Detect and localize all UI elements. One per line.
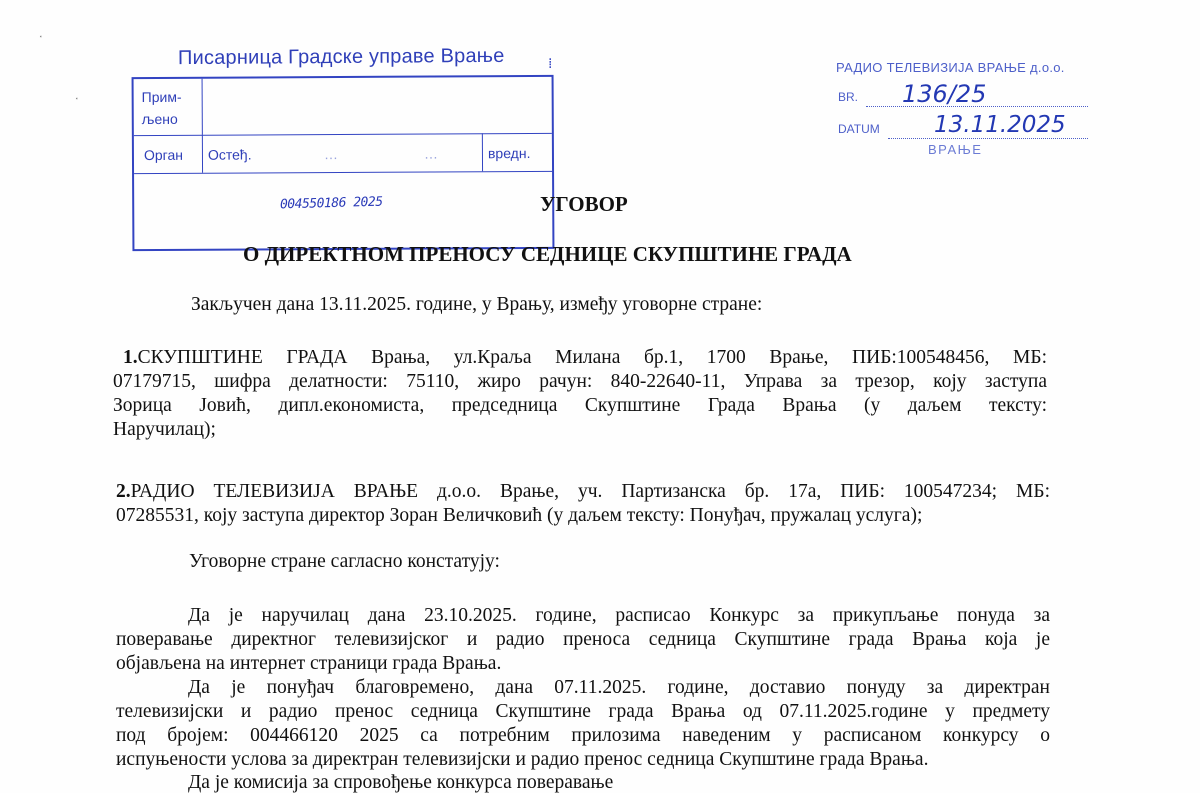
statement-line: Уговорне стране сагласно констатују: — [189, 551, 500, 572]
stamp-col-divider — [202, 135, 203, 173]
registry-stamp-title: Писарница Градске управе Врање — [177, 44, 505, 70]
stamp-received-label: Прим- — [141, 88, 182, 106]
party-2-paragraph — [116, 480, 1050, 528]
party-1-number: 1. — [123, 347, 138, 368]
party-2-text: РАДИО ТЕЛЕВИЗИЈА ВРАЊЕ д.о.о. Врање, уч. Партизанска бр. 17а, ПИБ: 100547234; МБ: — [130, 481, 1050, 502]
rtv-datum-value: 13.11.2025 — [934, 112, 1066, 138]
clause-1-paragraph — [116, 604, 1050, 676]
stamp-col-divider — [482, 133, 483, 171]
stamp-received-label: љено — [141, 110, 178, 128]
scan-speck: ⸼ — [76, 89, 79, 100]
scan-speck: ⸼ — [40, 27, 43, 38]
party-1-line: 07179715, шифра делатности: 75110, жиро рачун: 840-22640-11, Управа за трезор, коју заступа — [113, 371, 1047, 392]
clause-2-line: под бројем: 004466120 2025 са потребним прилозима наведеним у расписаном конкурсу о — [116, 725, 1050, 746]
registry-number: 004550186 2025 — [279, 194, 383, 213]
rtv-br-label: BR. — [838, 90, 859, 104]
scan-speck: ⁞ — [548, 56, 553, 72]
party-1-paragraph — [113, 346, 1047, 442]
document-subtitle: О ДИРЕКТНОМ ПРЕНОСУ СЕДНИЦЕ СКУПШТИНЕ ГРАДА — [243, 242, 852, 266]
clause-3-partial-line: Да је комисија за спровођење конкурса поверавање — [188, 772, 614, 793]
rtv-datum-label: DATUM — [838, 122, 880, 136]
registry-stamp-box — [132, 75, 555, 251]
party-2-number: 2. — [116, 481, 131, 502]
party-1-line — [113, 346, 1047, 370]
clause-2-paragraph — [116, 676, 1050, 772]
stamp-row-divider — [134, 133, 552, 136]
rtv-datum-line — [888, 138, 1088, 139]
party-1-line: Зорица Јовић, дипл.економиста, председница Скупштине Града Врања (у даљем тексту: — [113, 395, 1047, 416]
document-title: УГОВОР — [540, 192, 628, 216]
rtv-city: ВРАЊЕ — [928, 142, 983, 157]
party-1-text: СКУПШТИНЕ ГРАДА Врања, ул.Краља Милана бр.1, 1700 Врање, ПИБ:100548456, МБ: — [137, 347, 1047, 368]
clause-1-line: Да је наручилац дана 23.10.2025. године, расписао Конкурс за прикупљање понуда за — [188, 605, 1050, 626]
party-2-line: 07285531, коју заступа директор Зоран Величковић (у даљем тексту: Понуђач, пружалац услуга); — [116, 505, 923, 526]
intro-line: Закључен дана 13.11.2025. године, у Врању, између уговорне стране: — [191, 294, 763, 315]
clause-2-line: испуњености услова за директран телевизијски и радио пренос седница Скупштине града Врања. — [116, 749, 929, 770]
rtv-br-value: 136/25 — [902, 80, 987, 108]
clause-2-line: телевизијски и радио пренос седница Скупштине града Врања од 07.11.2025.године у предмету — [116, 701, 1050, 722]
clause-2-line: Да је понуђач благовремено, дана 07.11.2025. године, доставио понуду за директран — [188, 677, 1050, 698]
stamp-col-4: … — [423, 145, 438, 162]
stamp-col-2: Oстеђ. — [207, 146, 252, 163]
clause-1-line: поверавање директног телевизијског и радио преноса седница Скупштине града Врања која је — [116, 629, 1050, 650]
party-2-line — [116, 480, 1050, 504]
stamp-col-3: … — [323, 146, 338, 163]
party-1-line: Наручилац); — [113, 419, 216, 440]
rtv-company-name: РАДИО ТЕЛЕВИЗИЈА ВРАЊЕ д.о.о. — [836, 60, 1065, 75]
stamp-col-organ: Орган — [143, 146, 183, 164]
stamp-row-divider — [134, 171, 552, 174]
clause-1-line: објављена на интернет страници града Врања. — [116, 653, 502, 674]
stamp-col-value: вредн. — [487, 145, 531, 162]
stamp-col-divider — [202, 79, 203, 135]
